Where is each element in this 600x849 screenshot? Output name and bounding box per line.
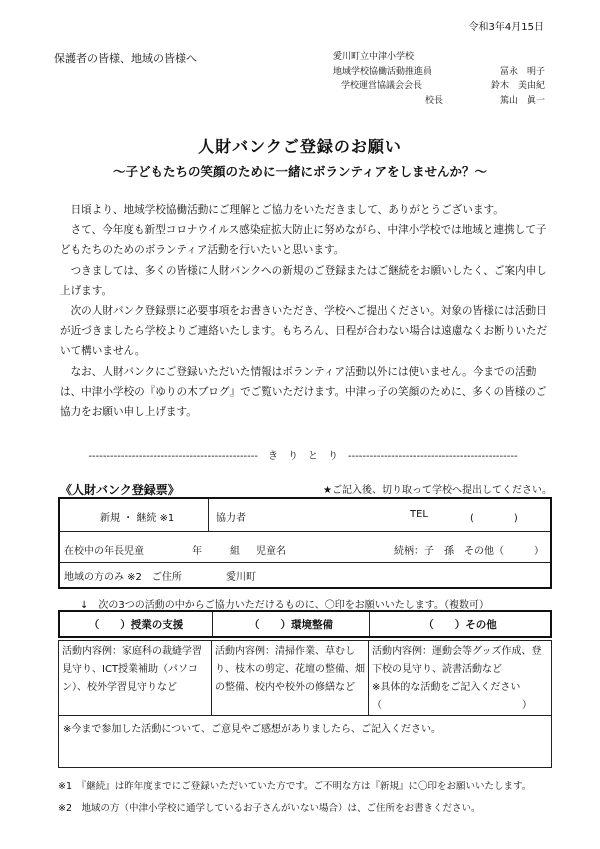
child-grade-label: 在校中の年長児童 [64,546,144,557]
activity-descriptions [58,640,552,716]
form-row-address [60,563,550,587]
comment-prompt: ※今まで参加した活動について、ご意見やご感想がありましたら、ご記入ください。 [63,724,441,735]
tel-label: TEL [410,509,428,520]
date: 令和3年4月15日 [468,22,544,33]
school-name: 愛川町立中津小学校 [333,52,415,62]
address-value[interactable]: 愛川町 [226,572,256,583]
activity-desc: 活動内容例：清掃作業、草むしり、枝木の剪定、花壇の整備、畑の整備、校内や校外の修繕など [215,646,365,693]
activity-instruction: ↓ 次の3つの活動の中からご協力いただけるものに、〇印をお願いいたします。（複数可） [80,600,489,611]
activity-desc-other [369,643,549,715]
sender-block [325,50,545,108]
form-row-child [60,532,550,563]
comment-box[interactable] [58,716,552,768]
activity-other[interactable]: （ ）その他 [423,618,497,631]
relation-choice[interactable]: 続柄：子 孫 その他（ ） [394,546,544,557]
council-name: 鈴木 美由紀 [490,81,545,91]
sender-coordinator-row [325,65,545,80]
coordinator-role: 地域学校協働活動推進員 [333,66,433,77]
activity-desc: 活動内容例：家庭科の裁縫学習見守り、ICT授業補助（パソコン）、校外学習見守りなど [62,646,202,693]
council-role: 学校運営協議会会長 [341,81,423,91]
coordinator-name: 冨永 明子 [499,66,545,77]
footnote-2: ※2 地域の方（中津小学校に通学しているお子さんがいない場合）は、ご住所をお書きください。 [58,803,481,814]
form-title: 《人財バンク登録票》 [60,483,180,497]
principal-name: 篤山 眞一 [499,95,545,106]
activity-header [58,610,552,638]
year-label: 年 [192,546,202,557]
footnote-1: ※1 『継続』は昨年度までにご登録いただいていた方です。ご不明な方は『新規』に〇印をお願いいたします。 [58,781,532,792]
sender-council-row [325,79,545,94]
paragraph: つきましては、多くの皆様に人財バンクへの新規のご登録またはご継続をお願いしたく、ご案内申し上げます。 [60,264,547,297]
class-label: 組 [230,546,240,557]
activity-environment[interactable]: （ ）環境整備 [249,618,333,631]
tel-field[interactable]: ( ) [470,513,518,524]
page-title: 人財バンクご登録のお願い [198,137,402,156]
letter-body [60,200,550,422]
collaborator-label: 協力者 [216,513,246,524]
registration-form [58,497,552,589]
local-only-label: 地域の方のみ ※2 ご住所 [64,572,182,583]
addressee: 保護者の皆様、地域の皆様へ [54,52,197,65]
paragraph: 日頃より、地域学校協働活動にご理解とご協力をいただきまして、ありがとうございます。 [70,204,504,216]
page-subtitle: ～子どもたちの笑顔のために一緒にボランティアをしませんか？～ [112,164,487,179]
new-continue-choice[interactable]: 新規 ・ 継続 ※1 [100,513,175,524]
activity-class-support[interactable]: （ ）授業の支援 [88,618,184,631]
other-specify-field[interactable]: （ ） [372,700,532,711]
sender-school-row [325,50,545,65]
child-name-label: 児童名 [256,546,286,557]
other-specify-label: ※具体的な活動をご記入ください [372,682,521,693]
sender-principal-row [325,94,545,109]
paragraph: さて、今年度も新型コロナウイルス感染症拡大防止に努めながら、中津小学校では地域と連携して子どもたちのためのボランティア活動を行いたいと思います。 [60,224,547,257]
form-row-name [60,499,550,532]
paragraph: 次の人財バンク登録票に必要事項をお書きいただき、学校へご提出ください。対象の皆様には活動日が近づきましたら学校よりご連絡いたします。もちろん、日程が合わない場合は遠慮なくお断りいただいて構いません。 [60,305,548,358]
cut-line: ----------------------------------------------- き り と り ----------------------------------------------- [88,451,518,462]
principal-role: 校長 [425,95,444,106]
paragraph: なお、人財バンクにご登録いただいた情報はボランティア活動以外には使いません。今までの活動は、中津小学校の『ゆりの木ブログ』でご覧いただけます。中津っ子の笑顔のために、多くの皆様のご協力をお願い申し上げます。 [60,365,547,419]
activity-desc: 活動内容例：運動会等グッズ作成、登下校の見守り、読書活動など [372,646,542,675]
form-note: ★ご記入後、切り取って学校へ提出してください。 [323,485,552,496]
